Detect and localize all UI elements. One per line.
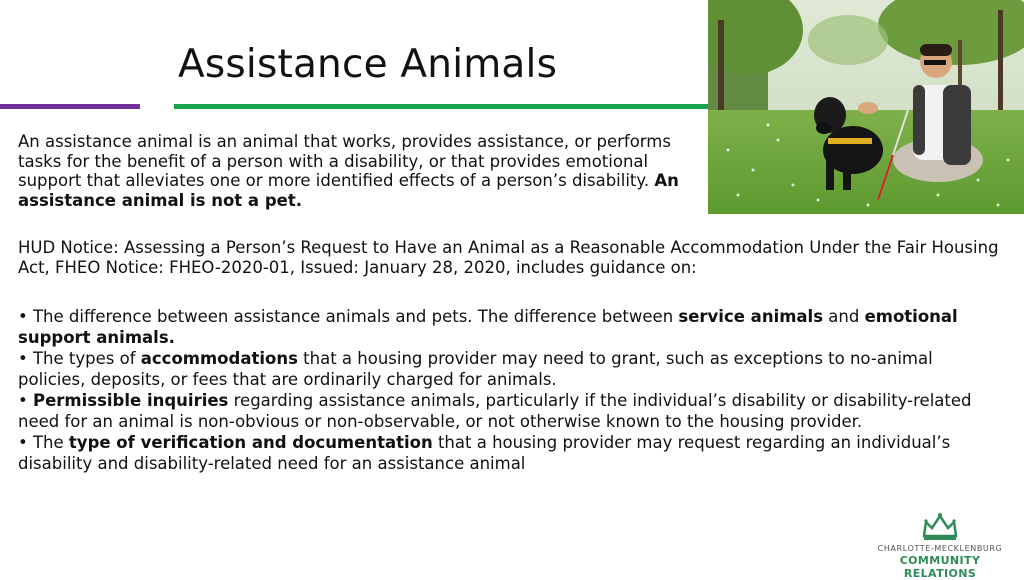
guidance-bullet-list [18, 306, 1003, 474]
logo-line-1: CHARLOTTE-MECKLENBURG [877, 544, 1003, 553]
photo-illustration [708, 0, 1024, 214]
slide-title: Assistance Animals [178, 42, 558, 87]
bullet-bold: emotional support animals. [18, 307, 958, 347]
bullet-text: • The difference between assistance animals and pets. The difference between [18, 307, 679, 326]
bullet-text: that a housing provider may request regarding an individual’s disability and disability-related need for an assistance animal [18, 433, 951, 473]
bullet-item [18, 390, 1003, 432]
bullet-item [18, 432, 1003, 474]
bullet-text: • [18, 391, 33, 410]
bullet-bold: type of verification and documentation [68, 433, 433, 452]
bullet-item [18, 348, 1003, 390]
intro-emphasis: An assistance animal is not a pet. [18, 171, 679, 210]
bullet-text: regarding assistance animals, particularly if the individual’s disability or disability-related need for an animal is non-obvious or non-observable, or not otherwise known to the housing provider. [18, 391, 972, 431]
crown-icon [920, 512, 960, 542]
intro-paragraph [18, 132, 703, 210]
bullet-text: that a housing provider may need to grant, such as exceptions to no-animal policies, deposits, or fees that are ordinarily charged for animals. [18, 349, 933, 389]
bullet-bold: Permissible inquiries [32, 391, 229, 410]
title-underline-green [174, 104, 708, 109]
logo-line-2: COMMUNITY RELATIONS [899, 554, 981, 580]
bullet-text: • The types of [18, 349, 141, 368]
bullet-bold: accommodations [140, 349, 298, 368]
title-underline-purple [0, 104, 140, 109]
intro-text: An assistance animal is an animal that works, provides assistance, or performs tasks for the benefit of a person with a disability, or that provides emotional support that alleviates one or more identified effects of a person’s disability. [18, 132, 671, 190]
community-relations-logo [864, 512, 1016, 580]
bullet-text: • The [18, 433, 69, 452]
hud-notice-paragraph: HUD Notice: Assessing a Person’s Request to Have an Animal as a Reasonable Accommodation Under the Fair Housing Act, FHEO Notice: FHEO-2020-01, Issued: January 28, 2020, includes guidance on: [18, 238, 999, 277]
bullet-text: and [823, 307, 865, 326]
bullet-item [18, 306, 1003, 348]
photo-man-with-guide-dog [708, 0, 1024, 214]
bullet-bold: service animals [678, 307, 824, 326]
